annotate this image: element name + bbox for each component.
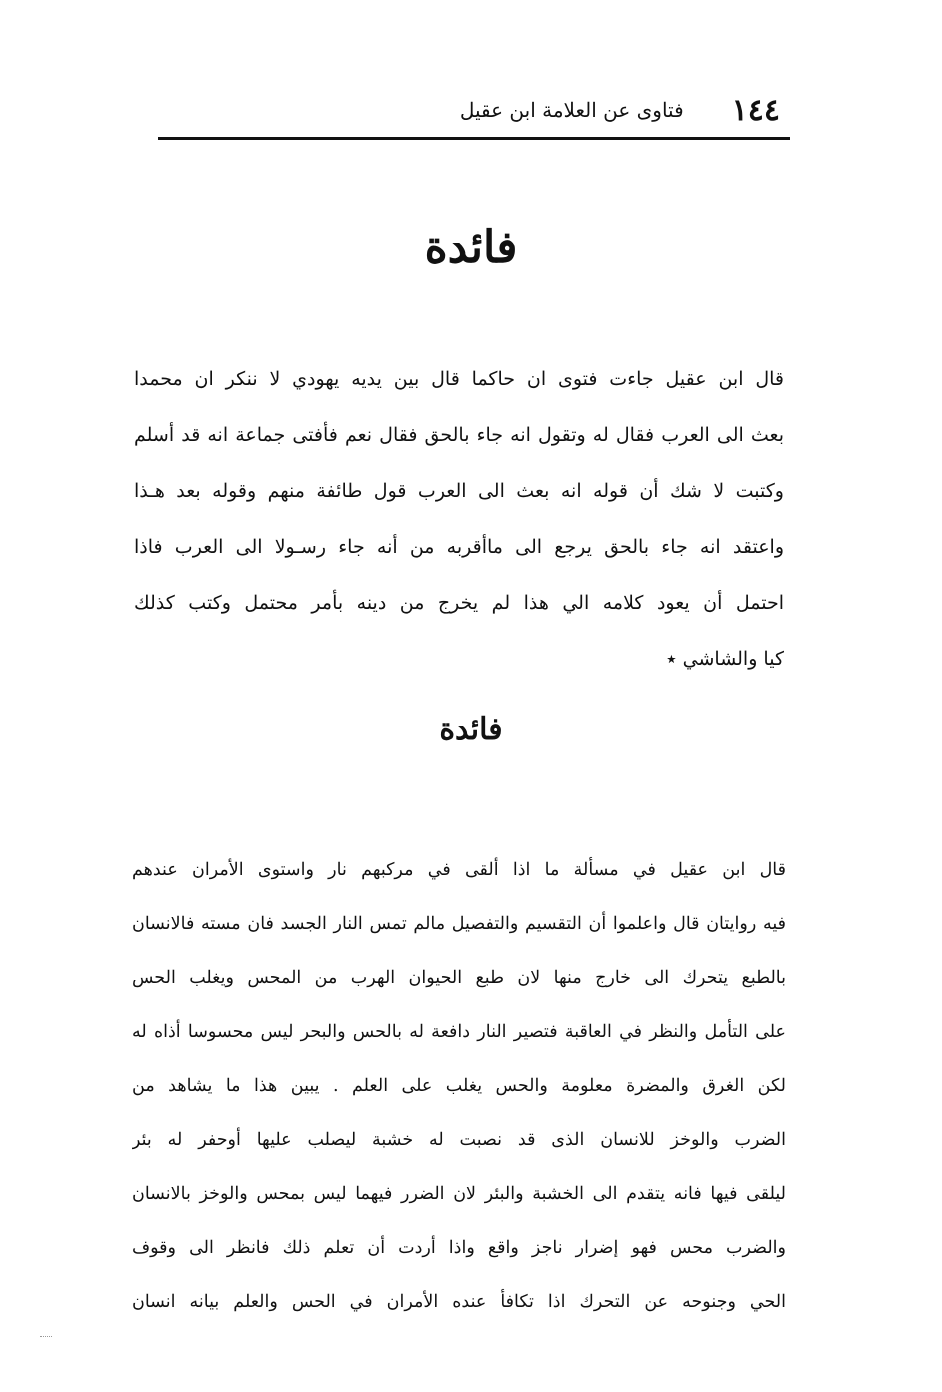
text-line: على التأمل والنظر في العاقبة فتصير النار دافعة له بالحس والبحر ليس محسوسا أذاه له — [132, 1022, 786, 1042]
text-line: لكن الغرق والمضرة معلومة والحس يغلب على العلم . يبين هذا ما يشاهد من — [132, 1076, 786, 1096]
section-paragraph — [132, 843, 786, 1329]
header-rule — [158, 137, 790, 140]
section-paragraph — [134, 351, 784, 687]
text-line: والضرب محس فهو إضرار ناجز واقع واذا أردت أن تعلم ذلك فانظر الى وقوف — [132, 1238, 786, 1258]
section-title: فائدة — [424, 222, 518, 273]
text-line: بعث الى العرب فقال له وتقول انه جاء بالحق فقال نعم فأفتى جماعة انه قد أسلم — [134, 424, 784, 446]
text-line: كيا والشاشي ٭ — [666, 648, 784, 670]
running-header-title: فتاوى عن العلامة ابن عقيل — [459, 98, 684, 122]
running-header — [160, 88, 780, 132]
text-line: قال ابن عقيل جاءت فتوى ان حاكما قال بين يديه يهودي لا ننكر ان محمدا — [134, 368, 784, 390]
text-line: ليلقى فيها فانه يتقدم الى الخشبة والبئر لان الضرر فيهما ليس بمحس والوخز بالانسان — [132, 1184, 786, 1204]
text-line: قال ابن عقيل في مسألة ما اذا ألقى في مركبهم نار واستوى الأمران عندهم — [132, 860, 786, 880]
page-number: ١٤٤ — [731, 92, 780, 128]
text-line: وكتبت لا شك أن قوله انه بعث الى العرب قول طائفة منهم وقوله بعد هـذا — [134, 480, 784, 502]
text-line: الحي وجنوحه عن التحرك اذا تكافأ عنده الأمران في الحس والعلم بيانه انسان — [132, 1292, 786, 1312]
text-line: احتمل أن يعود كلامه الي هذا لم يخرج من دينه بأمر محتمل وكتب كذلك — [134, 592, 784, 614]
scan-margin-mark — [40, 1336, 52, 1339]
text-line: فيه روايتان قال واعلموا أن التقسيم والتفصيل مالم تمس النار الجسد فان مسته فالانسان — [132, 914, 786, 934]
text-line: الضرب والوخز للانسان الذى قد نصبت له خشبة ليصلب عليها أوحفر له بئر — [132, 1130, 786, 1150]
text-line: بالطبع يتحرك الى خارج منها لان طبع الحيوان الهرب من المحس ويغلب الحس — [132, 968, 786, 988]
text-line: واعتقد انه جاء بالحق يرجع الى ماأقربه من أنه جاء رسـولا الى العرب فاذا — [134, 536, 784, 558]
section-title: فائدة — [439, 712, 503, 747]
